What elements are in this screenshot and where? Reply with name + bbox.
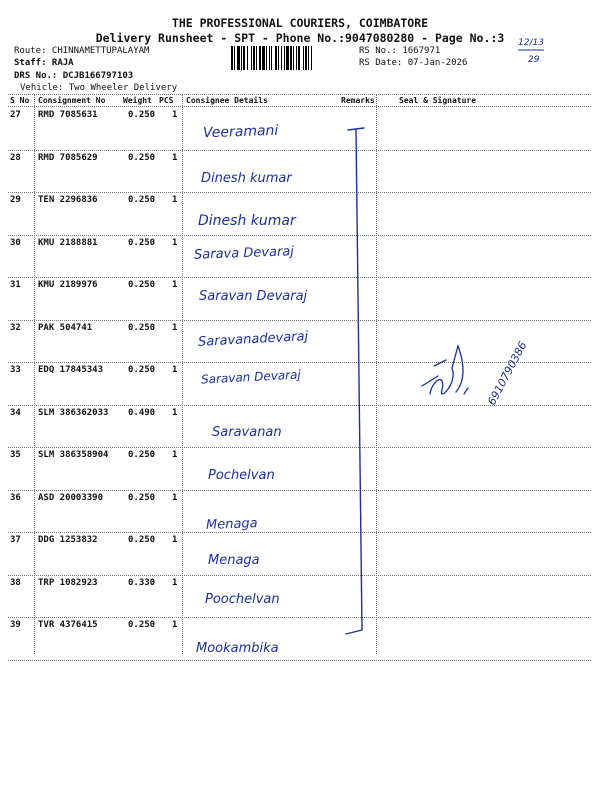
row-consignment-no: PAK 504741 bbox=[38, 322, 93, 333]
col-divider bbox=[182, 94, 183, 654]
row-consignee-handwritten: Saravanan bbox=[212, 424, 282, 440]
row-pcs: 1 bbox=[172, 577, 178, 588]
row-weight: 0.250 bbox=[128, 535, 156, 545]
row-weight: 0.250 bbox=[128, 620, 156, 630]
row-weight: 0.250 bbox=[128, 237, 156, 248]
row-separator bbox=[8, 192, 591, 193]
row-weight: 0.250 bbox=[128, 492, 156, 503]
row-consignee-handwritten: Menaga bbox=[205, 515, 258, 533]
row-consignee-handwritten: Mookambika bbox=[196, 641, 279, 656]
row-pcs: 1 bbox=[172, 195, 178, 205]
row-consignment-no: RMD 7085629 bbox=[38, 152, 98, 163]
row-separator bbox=[8, 447, 591, 448]
drs-number: DRS No.: DCJB166797103 bbox=[14, 71, 134, 81]
row-consignment-no: KMU 2188881 bbox=[38, 237, 98, 248]
row-sno: 35 bbox=[10, 450, 21, 460]
document-title: THE PROFESSIONAL COURIERS, COIMBATORE bbox=[171, 16, 429, 30]
row-pcs: 1 bbox=[172, 450, 178, 460]
row-sno: 36 bbox=[10, 492, 21, 503]
row-separator bbox=[8, 235, 591, 236]
row-pcs: 1 bbox=[172, 280, 178, 290]
vehicle-label: Vehicle: Two Wheeler Delivery bbox=[20, 83, 178, 93]
row-consignee-handwritten: Veeramani bbox=[202, 122, 279, 142]
row-separator bbox=[8, 490, 591, 491]
document-subtitle: Delivery Runsheet - SPT - Phone No.:9047080280 - Page No.:3 bbox=[95, 31, 505, 45]
row-pcs: 1 bbox=[172, 110, 178, 120]
col-sno: S No bbox=[10, 96, 30, 105]
rs-number: RS No.: 1667971 bbox=[359, 46, 441, 56]
route-label: Route: CHINNAMETTUPALAYAM bbox=[14, 46, 150, 56]
row-weight: 0.250 bbox=[128, 280, 156, 290]
row-consignee-handwritten: Saravanadevaraj bbox=[197, 328, 309, 350]
row-weight: 0.250 bbox=[128, 195, 156, 205]
row-sno: 27 bbox=[10, 110, 21, 120]
row-sno: 39 bbox=[10, 620, 21, 630]
row-pcs: 1 bbox=[172, 620, 178, 630]
row-separator bbox=[8, 532, 591, 533]
row-consignment-no: RMD 7085631 bbox=[38, 110, 98, 120]
row-pcs: 1 bbox=[172, 365, 178, 375]
row-separator bbox=[8, 617, 591, 618]
row-separator bbox=[8, 150, 591, 151]
svg-text:29: 29 bbox=[528, 55, 540, 65]
row-separator bbox=[8, 277, 591, 278]
row-sno: 30 bbox=[10, 237, 21, 248]
row-sno: 34 bbox=[10, 407, 21, 418]
row-weight: 0.490 bbox=[128, 407, 156, 418]
table-top-rule bbox=[8, 94, 591, 95]
row-sno: 28 bbox=[10, 152, 21, 163]
row-pcs: 1 bbox=[172, 492, 178, 503]
row-consignment-no: KMU 2189976 bbox=[38, 280, 98, 290]
row-pcs: 1 bbox=[172, 152, 178, 163]
row-sno: 38 bbox=[10, 577, 21, 588]
row-consignment-no: SLM 386358904 bbox=[38, 450, 109, 460]
row-weight: 0.250 bbox=[128, 450, 156, 460]
rs-date: RS Date: 07-Jan-2026 bbox=[359, 58, 468, 68]
table-header-rule bbox=[8, 106, 591, 107]
row-consignment-no: SLM 386362033 bbox=[38, 407, 109, 418]
row-weight: 0.330 bbox=[128, 577, 156, 588]
row-consignee-handwritten: Saravan Devaraj bbox=[200, 367, 302, 387]
row-separator bbox=[8, 320, 591, 321]
row-pcs: 1 bbox=[172, 237, 178, 248]
row-sno: 32 bbox=[10, 322, 21, 333]
col-seal-signature: Seal & Signature bbox=[399, 96, 477, 105]
col-divider bbox=[34, 94, 35, 654]
row-weight: 0.250 bbox=[128, 322, 156, 333]
row-weight: 0.250 bbox=[128, 152, 156, 163]
col-divider bbox=[376, 94, 377, 654]
row-consignee-handwritten: Pochelvan bbox=[208, 468, 275, 483]
staff-label: Staff: RAJA bbox=[14, 58, 74, 68]
row-consignee-handwritten: Dinesh kumar bbox=[198, 213, 296, 229]
row-pcs: 1 bbox=[172, 535, 178, 545]
row-pcs: 1 bbox=[172, 407, 178, 418]
svg-text:6910790386: 6910790386 bbox=[485, 339, 530, 408]
row-consignment-no: ASD 20003390 bbox=[38, 492, 104, 503]
row-consignee-handwritten: Sarava Devaraj bbox=[193, 243, 295, 263]
row-sno: 37 bbox=[10, 535, 21, 545]
row-sno: 29 bbox=[10, 195, 21, 205]
row-weight: 0.250 bbox=[128, 365, 156, 375]
col-pcs: PCS bbox=[159, 96, 174, 105]
row-weight: 0.250 bbox=[128, 110, 156, 120]
row-consignee-handwritten: Menaga bbox=[208, 553, 260, 568]
row-consignment-no: DDG 1253832 bbox=[38, 535, 98, 545]
row-consignee-handwritten: Saravan Devaraj bbox=[199, 289, 308, 304]
row-sno: 31 bbox=[10, 280, 21, 290]
row-pcs: 1 bbox=[172, 322, 178, 333]
row-separator bbox=[8, 575, 591, 576]
svg-text:12/13: 12/13 bbox=[518, 38, 544, 48]
col-consignee: Consignee Details bbox=[186, 96, 268, 105]
row-sno: 33 bbox=[10, 365, 21, 375]
handwritten-signature bbox=[412, 322, 558, 414]
barcode bbox=[231, 46, 353, 70]
row-separator bbox=[8, 660, 591, 661]
row-consignment-no: TEN 2296836 bbox=[38, 195, 98, 205]
row-consignment-no: TRP 1082923 bbox=[38, 577, 98, 588]
row-consignment-no: TVR 4376415 bbox=[38, 620, 98, 630]
col-weight: Weight bbox=[123, 96, 152, 105]
col-remarks: Remarks bbox=[341, 96, 375, 105]
row-consignment-no: EDQ 17845343 bbox=[38, 365, 104, 375]
handwritten-page-note bbox=[516, 34, 550, 66]
remarks-bracket bbox=[340, 120, 370, 640]
col-consignment: Consignment No bbox=[38, 96, 106, 105]
row-consignee-handwritten: Poochelvan bbox=[205, 591, 280, 607]
row-consignee-handwritten: Dinesh kumar bbox=[201, 170, 292, 186]
